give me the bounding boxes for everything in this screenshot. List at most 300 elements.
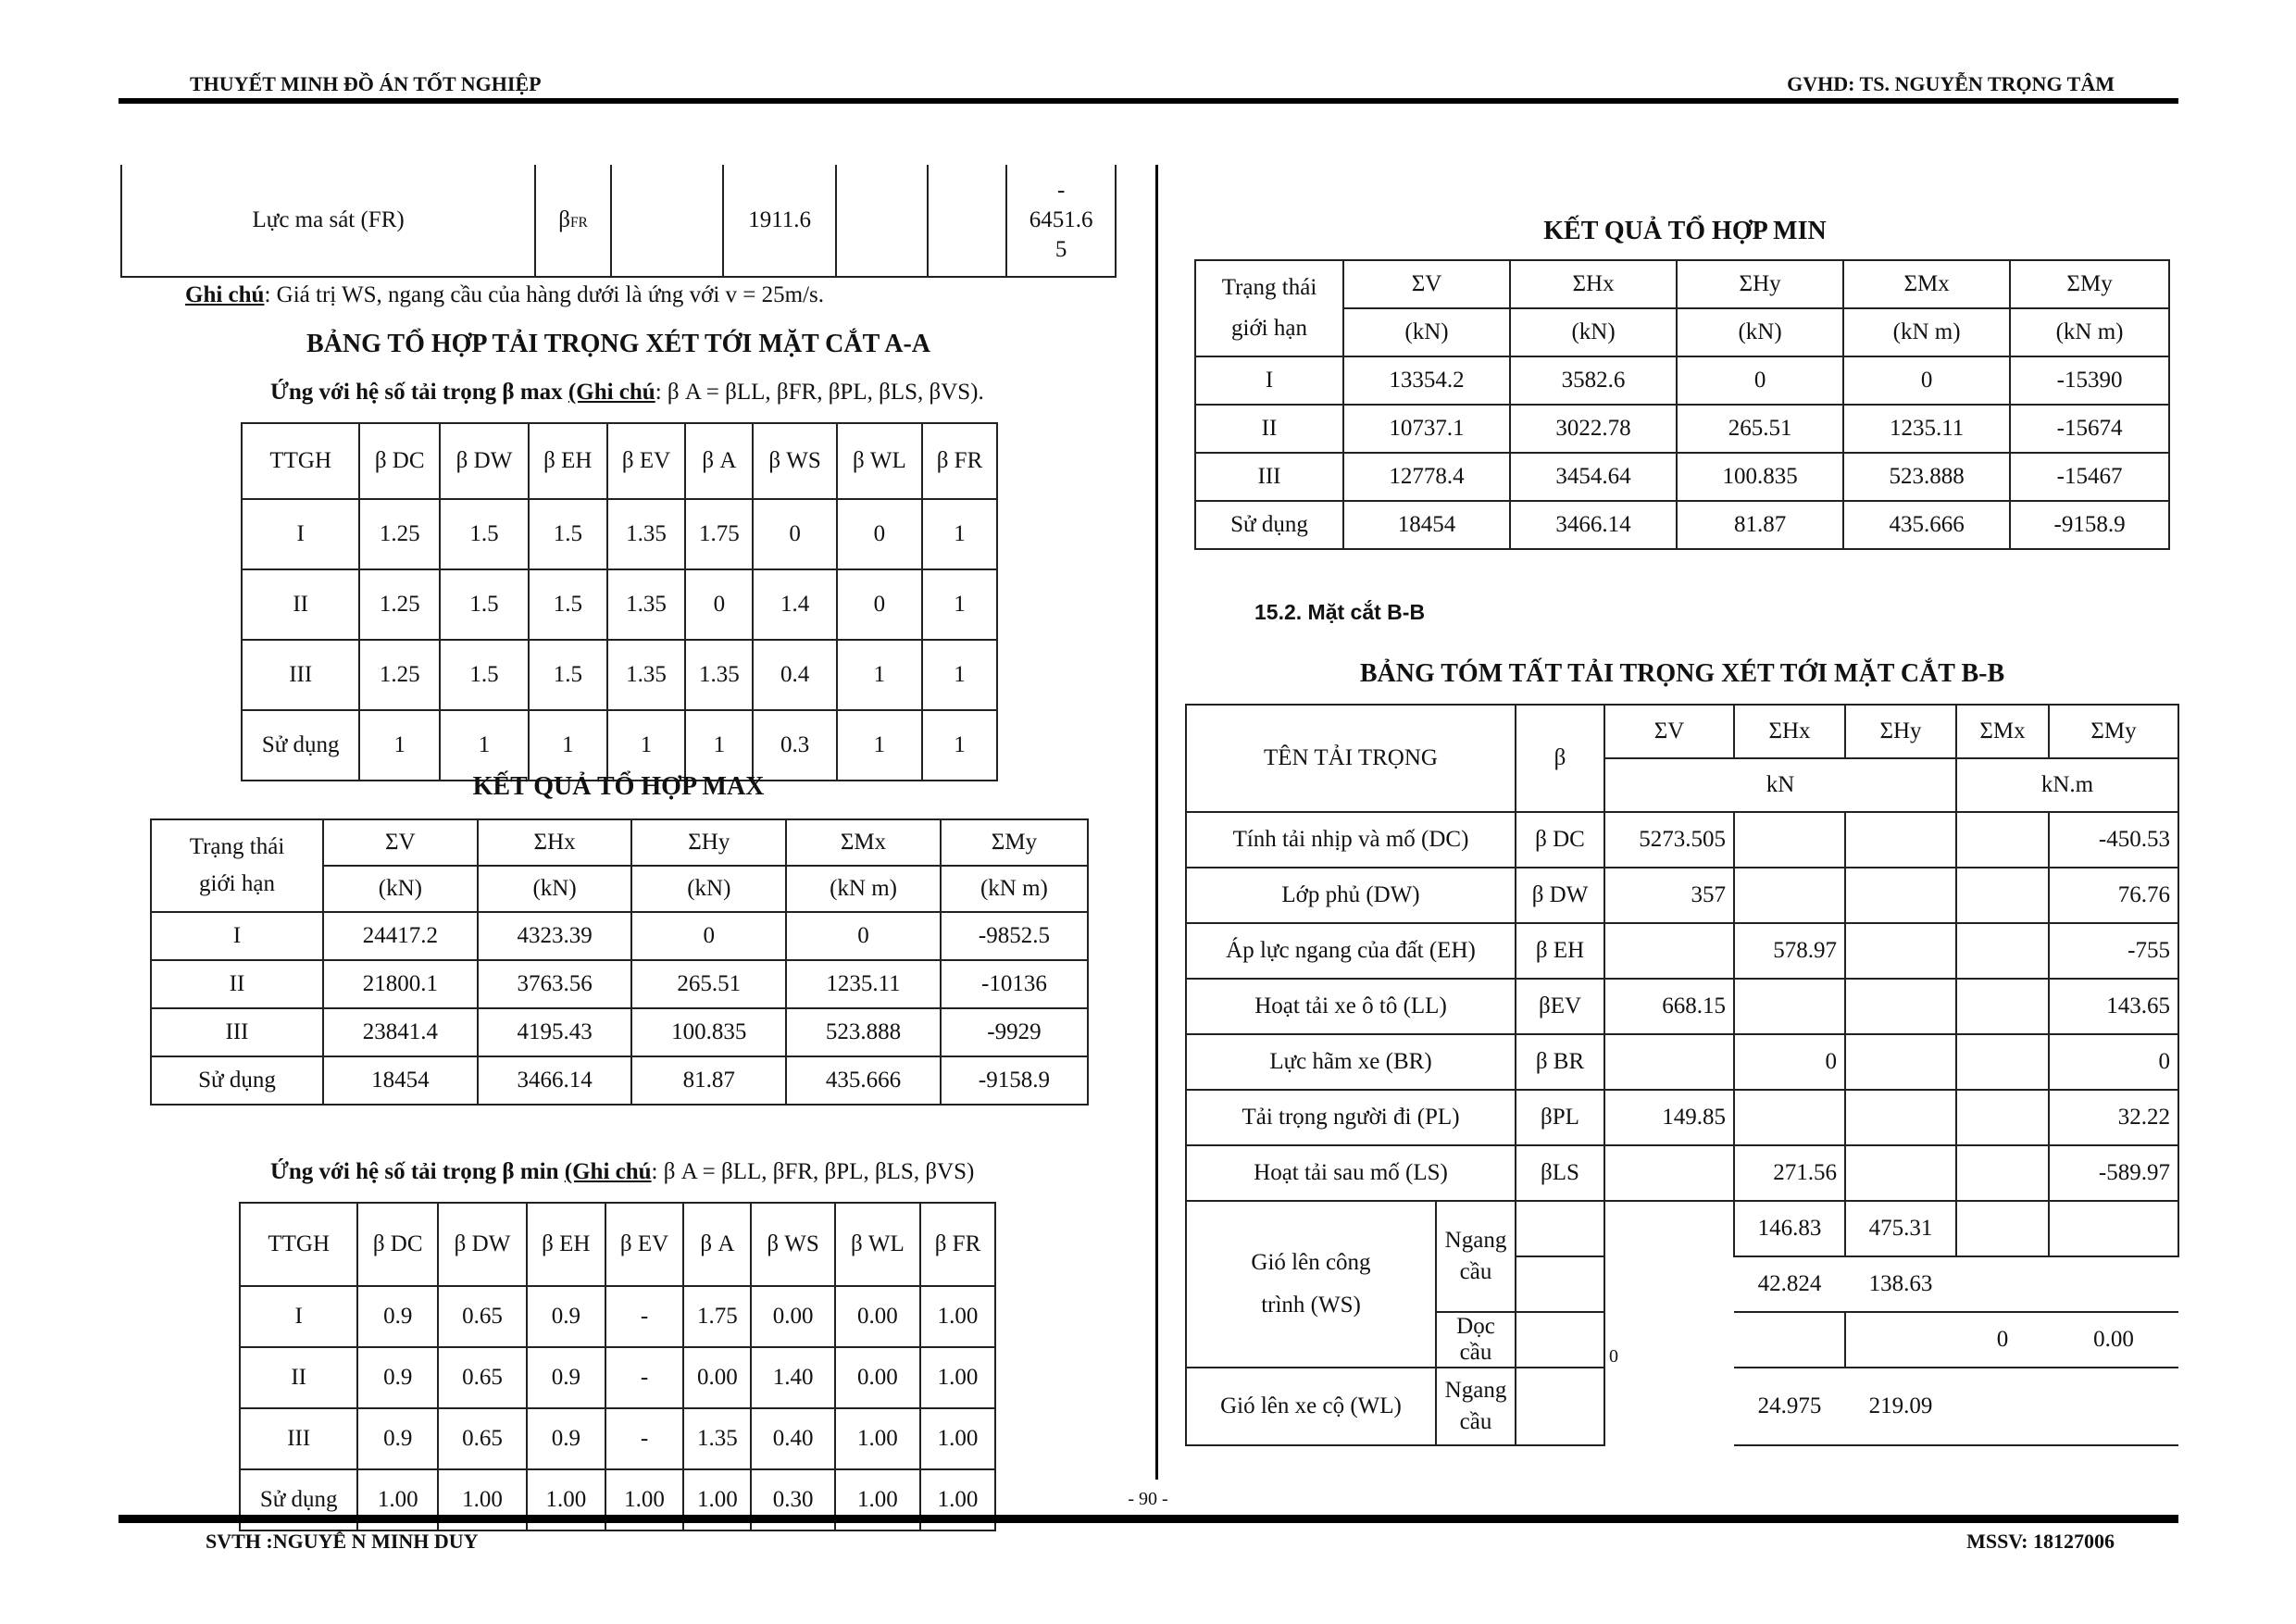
table-cell: -9158.9 [941, 1056, 1088, 1105]
bb-col-hx: ΣHx [1734, 705, 1845, 758]
row-label: Sử dụng [1195, 501, 1343, 549]
bb-load-beta: β DC [1516, 812, 1604, 868]
bb-load-name: Hoạt tải sau mố (LS) [1186, 1145, 1516, 1201]
bb-load-row [1186, 868, 2178, 923]
table-cell: 81.87 [631, 1056, 786, 1105]
bb-ws-beta-1 [1516, 1201, 1604, 1256]
table-cell: 1.75 [683, 1286, 751, 1347]
row-label: III [240, 1408, 357, 1469]
footer-rule [119, 1515, 2178, 1523]
bb-load-hx: 271.56 [1734, 1145, 1845, 1201]
table-cell: 0.30 [751, 1469, 834, 1530]
table-row [240, 1286, 995, 1347]
table-cell: 18454 [1343, 501, 1510, 549]
bb-ws-doc-mx: 0 [1956, 1312, 2049, 1368]
bb-load-name: Tải trọng người đi (PL) [1186, 1090, 1516, 1145]
bb-load-mx [1956, 979, 2049, 1034]
bb-load-hy [1845, 923, 1956, 979]
bb-ws-doc-my: 0.00 [2049, 1312, 2178, 1368]
bb-load-row [1186, 979, 2178, 1034]
bb-ws-mx-1 [1956, 1201, 2049, 1256]
table-cell: 81.87 [1677, 501, 1843, 549]
table-cell: 1 [440, 710, 529, 781]
table-cell: -15467 [2010, 453, 2169, 501]
bb-wl-beta [1516, 1368, 1604, 1445]
table-cell: 0.9 [527, 1286, 605, 1347]
table-cell: 0 [786, 912, 941, 960]
table-row [240, 1347, 995, 1408]
factor-header-row [242, 423, 997, 499]
bb-ws-my-1 [2049, 1201, 2178, 1256]
bb-load-name: Lớp phủ (DW) [1186, 868, 1516, 923]
table-cell: - [605, 1347, 684, 1408]
result-col-hx: ΣHx [478, 819, 632, 866]
bb-load-my: 143.65 [2049, 979, 2178, 1034]
table-cell: 1.25 [359, 640, 440, 710]
bb-load-v: 5273.505 [1604, 812, 1734, 868]
bb-load-mx [1956, 923, 2049, 979]
result-col-hy: ΣHy [1677, 260, 1843, 308]
table-cell: -9852.5 [941, 912, 1088, 960]
table-cell: 0.65 [438, 1286, 527, 1347]
result-header-row [151, 819, 1088, 866]
table-row [240, 1408, 995, 1469]
bb-summary-table [1185, 704, 2179, 1446]
bb-wl-name: Gió lên xe cộ (WL) [1186, 1368, 1436, 1445]
col-dw: β DW [438, 1203, 527, 1286]
bb-ws-beta-3 [1516, 1312, 1604, 1368]
bb-ws-doc-hy [1845, 1312, 1956, 1368]
table-cell: 1235.11 [1843, 405, 2010, 453]
bb-load-beta: β DW [1516, 868, 1604, 923]
friction-empty-1 [611, 165, 723, 277]
bb-load-beta: βPL [1516, 1090, 1604, 1145]
table-cell: 1.00 [835, 1408, 920, 1469]
table-cell: -10136 [941, 960, 1088, 1008]
table-cell: 1 [359, 710, 440, 781]
row-label: I [242, 499, 359, 569]
bb-unit-knm: kN.m [1956, 758, 2178, 812]
bb-ws-row-1 [1186, 1201, 2178, 1256]
bb-load-hy [1845, 1090, 1956, 1145]
bb-ws-hx-1: 146.83 [1734, 1201, 1845, 1256]
result-col-my: ΣMy [941, 819, 1088, 866]
col-dc: β DC [357, 1203, 438, 1286]
row-label: Sử dụng [242, 710, 359, 781]
table-cell: 0.3 [753, 710, 836, 781]
col-ttgh: TTGH [240, 1203, 357, 1286]
bb-load-my: -450.53 [2049, 812, 2178, 868]
footer-right: MSSV: 18127006 [1966, 1530, 2115, 1553]
friction-value: 1911.6 [723, 165, 835, 277]
column-divider [1155, 165, 1158, 1480]
bb-load-hx [1734, 979, 1845, 1034]
footer-left: SVTH :NGUYỄ N MINH DUY [206, 1530, 479, 1553]
unit-hy: (kN) [1677, 308, 1843, 356]
row-label: II [240, 1347, 357, 1408]
col-a: β A [685, 423, 753, 499]
table-cell: 1.25 [359, 499, 440, 569]
bb-load-hy [1845, 979, 1956, 1034]
table-row [151, 1056, 1088, 1105]
table-row [242, 710, 997, 781]
col-ev: β EV [605, 1203, 684, 1286]
unit-mx: (kN m) [1843, 308, 2010, 356]
table-cell: 0.40 [751, 1408, 834, 1469]
table-cell: 12778.4 [1343, 453, 1510, 501]
bb-col-my: ΣMy [2049, 705, 2178, 758]
col-dc: β DC [359, 423, 440, 499]
table-cell: 0.9 [357, 1408, 438, 1469]
table-cell: 1.00 [920, 1469, 995, 1530]
col-dw: β DW [440, 423, 529, 499]
table-cell: 1.5 [440, 640, 529, 710]
table-cell: -9158.9 [2010, 501, 2169, 549]
bb-load-hx: 578.97 [1734, 923, 1845, 979]
table-cell: 0.00 [751, 1286, 834, 1347]
table-cell: 3454.64 [1510, 453, 1677, 501]
table-cell: 1.5 [529, 640, 607, 710]
table-cell: 1.00 [835, 1469, 920, 1530]
row-label: Sử dụng [240, 1469, 357, 1530]
table-cell: 18454 [323, 1056, 478, 1105]
friction-row-table [120, 165, 1117, 278]
result-col-v: ΣV [323, 819, 478, 866]
bb-load-name: Hoạt tải xe ô tô (LL) [1186, 979, 1516, 1034]
table-cell: 265.51 [631, 960, 786, 1008]
bb-load-mx [1956, 1145, 2049, 1201]
table-cell: 435.666 [786, 1056, 941, 1105]
bb-wl-mx [1956, 1368, 2049, 1445]
col-ws: β WS [753, 423, 836, 499]
row-label: I [240, 1286, 357, 1347]
table-row [1195, 405, 2169, 453]
table-cell: -9929 [941, 1008, 1088, 1056]
bb-wl-v [1604, 1368, 1734, 1445]
table-cell: 523.888 [1843, 453, 2010, 501]
table-cell: -15674 [2010, 405, 2169, 453]
section-heading-bb: 15.2. Mặt cắt B-B [1254, 600, 1426, 624]
result-col-mx: ΣMx [786, 819, 941, 866]
table-row [242, 499, 997, 569]
col-eh: β EH [527, 1203, 605, 1286]
table-cell: 1.25 [359, 569, 440, 640]
table-cell: 1235.11 [786, 960, 941, 1008]
result-min-table [1194, 259, 2170, 550]
table-cell: 100.835 [1677, 453, 1843, 501]
result-col-v: ΣV [1343, 260, 1510, 308]
bb-wl-hx: 24.975 [1734, 1368, 1845, 1445]
bb-load-beta: β EH [1516, 923, 1604, 979]
bb-load-my: 0 [2049, 1034, 2178, 1090]
table-cell: 1.35 [683, 1408, 751, 1469]
table-cell: 21800.1 [323, 960, 478, 1008]
bb-load-hx [1734, 868, 1845, 923]
table-cell: 0.9 [527, 1408, 605, 1469]
table-cell: 0 [1843, 356, 2010, 405]
col-fr: β FR [922, 423, 997, 499]
table-cell: 0.00 [835, 1347, 920, 1408]
max-factor-table [241, 422, 998, 781]
table-cell: 1 [922, 710, 997, 781]
table-cell: 1.35 [607, 499, 686, 569]
unit-v: (kN) [1343, 308, 1510, 356]
table-cell: 1.00 [605, 1469, 684, 1530]
table-cell: 1.5 [529, 569, 607, 640]
bb-header-row [1186, 705, 2178, 758]
row-label: I [151, 912, 323, 960]
table-cell: 0.9 [357, 1286, 438, 1347]
bb-load-row [1186, 812, 2178, 868]
bb-load-row [1186, 1090, 2178, 1145]
bb-load-mx [1956, 1034, 2049, 1090]
bb-load-v: 668.15 [1604, 979, 1734, 1034]
table-cell: 100.835 [631, 1008, 786, 1056]
table-cell: 0.00 [835, 1286, 920, 1347]
bb-col-v: ΣV [1604, 705, 1734, 758]
table-cell: 0.9 [527, 1347, 605, 1408]
result-col-hy: ΣHy [631, 819, 786, 866]
col-ws: β WS [751, 1203, 834, 1286]
table-cell: 1 [922, 640, 997, 710]
min-caption: Ứng với hệ số tải trọng β min (Ghi chú: β A = βLL, βFR, βPL, βLS, βVS) [270, 1159, 975, 1184]
table-cell: 1 [685, 710, 753, 781]
table-cell: 23841.4 [323, 1008, 478, 1056]
row-label: II [1195, 405, 1343, 453]
bb-load-my: -755 [2049, 923, 2178, 979]
table-cell: 1.00 [683, 1469, 751, 1530]
table-cell: 1 [922, 569, 997, 640]
table-cell: 1.00 [920, 1347, 995, 1408]
unit-mx: (kN m) [786, 866, 941, 912]
bb-load-row [1186, 923, 2178, 979]
bb-load-mx [1956, 1090, 2049, 1145]
header-rule [119, 98, 2178, 104]
header-left: THUYẾT MINH ĐỒ ÁN TỐT NGHIỆP [190, 72, 542, 95]
row-label: III [1195, 453, 1343, 501]
table-cell: 0.65 [438, 1408, 527, 1469]
bb-load-hy [1845, 1034, 1956, 1090]
bb-col-hy: ΣHy [1845, 705, 1956, 758]
col-a: β A [683, 1203, 751, 1286]
result-col-my: ΣMy [2010, 260, 2169, 308]
bb-load-my: 32.22 [2049, 1090, 2178, 1145]
row-label: III [242, 640, 359, 710]
table-cell: 1.5 [440, 569, 529, 640]
table-cell: 1.4 [753, 569, 836, 640]
result-max-title: KẾT QUẢ TỔ HỢP MAX [472, 772, 765, 801]
bb-ws-v-2 [1604, 1256, 1734, 1312]
table-cell: 1.5 [529, 499, 607, 569]
friction-empty-2 [836, 165, 928, 277]
unit-my: (kN m) [941, 866, 1088, 912]
table-cell: 0 [753, 499, 836, 569]
table-cell: 0.00 [683, 1347, 751, 1408]
table-cell: 435.666 [1843, 501, 2010, 549]
table-cell: 1 [922, 499, 997, 569]
bb-ws-doc: Dọc cầu [1436, 1312, 1516, 1368]
table-row [1195, 453, 2169, 501]
bb-unit-kn: kN [1604, 758, 1956, 812]
table-cell: 1.75 [685, 499, 753, 569]
table-cell: 0 [837, 569, 922, 640]
bb-load-v [1604, 923, 1734, 979]
row-label: II [151, 960, 323, 1008]
table-cell: 0 [837, 499, 922, 569]
factor-header-row [240, 1203, 995, 1286]
result-max-table [150, 818, 1089, 1106]
table-cell: 3466.14 [478, 1056, 632, 1105]
col-ttgh: TTGH [242, 423, 359, 499]
friction-empty-3 [928, 165, 1007, 277]
bb-load-mx [1956, 868, 2049, 923]
unit-my: (kN m) [2010, 308, 2169, 356]
table-cell: 13354.2 [1343, 356, 1510, 405]
row-label: Sử dụng [151, 1056, 323, 1105]
table-cell: 4323.39 [478, 912, 632, 960]
table-cell: 1.35 [607, 640, 686, 710]
bb-wl-my [2049, 1368, 2178, 1445]
table-cell: 0.4 [753, 640, 836, 710]
bb-load-v [1604, 1034, 1734, 1090]
unit-hy: (kN) [631, 866, 786, 912]
unit-hx: (kN) [1510, 308, 1677, 356]
bb-ws-hy-1: 475.31 [1845, 1201, 1956, 1256]
bb-load-v [1604, 1145, 1734, 1201]
table-row [151, 912, 1088, 960]
bb-ws-my-2 [2049, 1256, 2178, 1312]
bb-load-hy [1845, 868, 1956, 923]
friction-beta: βFR [535, 165, 611, 277]
bb-ws-doc-v: 0 [1609, 1346, 1618, 1367]
bb-wl-hy: 219.09 [1845, 1368, 1956, 1445]
bb-wl-row [1186, 1368, 2178, 1445]
max-caption: Ứng với hệ số tải trọng β max (Ghi chú: β A = βLL, βFR, βPL, βLS, βVS). [270, 380, 984, 405]
friction-last: - 6451.6 5 [1006, 165, 1116, 277]
bb-col-mx: ΣMx [1956, 705, 2049, 758]
table-cell: 1 [837, 710, 922, 781]
bb-load-hx: 0 [1734, 1034, 1845, 1090]
table-cell: 0.65 [438, 1347, 527, 1408]
bb-load-beta: β BR [1516, 1034, 1604, 1090]
table-cell: 24417.2 [323, 912, 478, 960]
table-row [242, 640, 997, 710]
row-label: II [242, 569, 359, 640]
result-state-header: Trạng thái giới hạn [151, 819, 323, 912]
table-cell: 3022.78 [1510, 405, 1677, 453]
table-cell: 1.00 [920, 1408, 995, 1469]
table-row [1195, 356, 2169, 405]
title-aa: BẢNG TỔ HỢP TẢI TRỌNG XÉT TỚI MẶT CẮT A-A [306, 330, 930, 358]
page-number: - 90 - [1128, 1489, 1168, 1509]
table-row [151, 960, 1088, 1008]
result-col-hx: ΣHx [1510, 260, 1677, 308]
bb-load-row [1186, 1145, 2178, 1201]
table-cell: 1.40 [751, 1347, 834, 1408]
bb-load-name: Lực hãm xe (BR) [1186, 1034, 1516, 1090]
bb-load-beta: βLS [1516, 1145, 1604, 1201]
table-row [1195, 501, 2169, 549]
table-cell: -15390 [2010, 356, 2169, 405]
table-row [151, 1008, 1088, 1056]
bb-load-my: 76.76 [2049, 868, 2178, 923]
table-cell: 4195.43 [478, 1008, 632, 1056]
bb-load-beta: βEV [1516, 979, 1604, 1034]
bb-load-row [1186, 1034, 2178, 1090]
bb-beta-header: β [1516, 705, 1604, 812]
bb-load-hy [1845, 1145, 1956, 1201]
table-cell: 1.5 [440, 499, 529, 569]
col-ev: β EV [607, 423, 686, 499]
table-row [242, 569, 997, 640]
bb-load-hx [1734, 1090, 1845, 1145]
col-fr: β FR [920, 1203, 995, 1286]
bb-ws-doc-hx [1734, 1312, 1845, 1368]
result-min-title: KẾT QUẢ TỔ HỢP MIN [1543, 217, 1827, 245]
table-cell: 1 [607, 710, 686, 781]
table-cell: 265.51 [1677, 405, 1843, 453]
bb-load-v: 149.85 [1604, 1090, 1734, 1145]
bb-load-mx [1956, 812, 2049, 868]
bb-load-v: 357 [1604, 868, 1734, 923]
bb-ws-hx-2: 42.824 [1734, 1256, 1845, 1312]
table-cell: 1 [837, 640, 922, 710]
table-cell: 523.888 [786, 1008, 941, 1056]
col-wl: β WL [837, 423, 922, 499]
bb-ws-mx-2 [1956, 1256, 2049, 1312]
bb-name-header: TÊN TẢI TRỌNG [1186, 705, 1516, 812]
table-cell: 3466.14 [1510, 501, 1677, 549]
table-cell: 1.00 [920, 1286, 995, 1347]
table-cell: 10737.1 [1343, 405, 1510, 453]
table-cell: 0.9 [357, 1347, 438, 1408]
bb-load-hy [1845, 812, 1956, 868]
bb-ws-ngang: Ngang cầu [1436, 1201, 1516, 1312]
bb-ws-v-1 [1604, 1201, 1734, 1256]
bb-ws-hy-2: 138.63 [1845, 1256, 1956, 1312]
table-cell: 3763.56 [478, 960, 632, 1008]
table-cell: 1.00 [527, 1469, 605, 1530]
title-bb: BẢNG TÓM TẤT TẢI TRỌNG XÉT TỚI MẶT CẮT B-B [1359, 659, 2005, 688]
bb-ws-beta-2 [1516, 1256, 1604, 1312]
bb-ws-name: Gió lên công trình (WS) [1186, 1201, 1436, 1368]
bb-load-hx [1734, 812, 1845, 868]
row-label: III [151, 1008, 323, 1056]
bb-load-my: -589.97 [2049, 1145, 2178, 1201]
col-wl: β WL [835, 1203, 920, 1286]
friction-name: Lực ma sát (FR) [121, 165, 535, 277]
bb-load-name: Tính tải nhịp và mố (DC) [1186, 812, 1516, 868]
table-cell: 0 [685, 569, 753, 640]
header-right: GVHD: TS. NGUYỄN TRỌNG TÂM [1787, 72, 2115, 95]
result-col-mx: ΣMx [1843, 260, 2010, 308]
table-cell: 1.35 [685, 640, 753, 710]
table-cell: - [605, 1408, 684, 1469]
result-state-header: Trạng thái giới hạn [1195, 260, 1343, 356]
table-cell: 0 [631, 912, 786, 960]
row-label: I [1195, 356, 1343, 405]
bb-load-name: Áp lực ngang của đất (EH) [1186, 923, 1516, 979]
table-cell: 1.00 [357, 1469, 438, 1530]
unit-hx: (kN) [478, 866, 632, 912]
table-cell: 3582.6 [1510, 356, 1677, 405]
table-cell: 0 [1677, 356, 1843, 405]
col-eh: β EH [529, 423, 607, 499]
table-cell: 1.00 [438, 1469, 527, 1530]
unit-v: (kN) [323, 866, 478, 912]
table-cell: - [605, 1286, 684, 1347]
table-cell: 1.35 [607, 569, 686, 640]
